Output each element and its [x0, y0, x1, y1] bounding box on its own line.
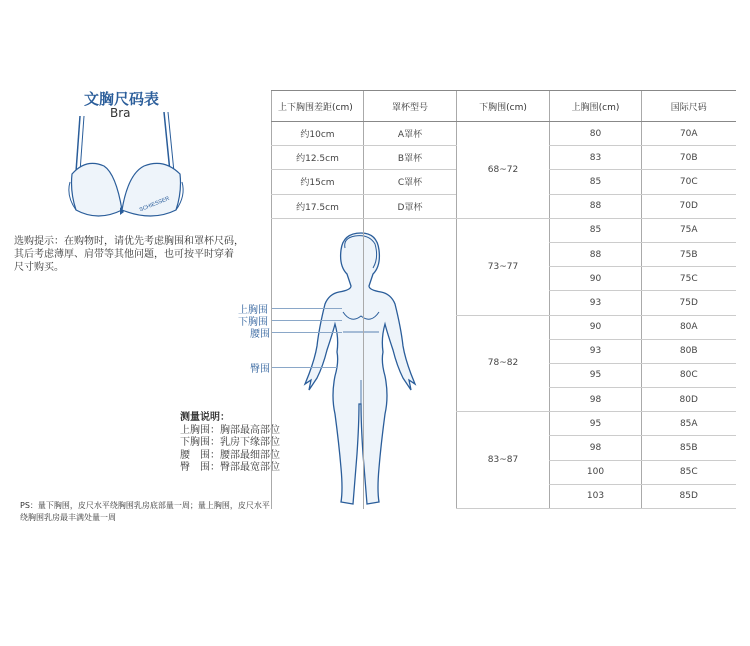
table-cell: 78~82 — [457, 315, 550, 412]
table-cell: C罩杯 — [364, 170, 457, 194]
table-cell: 98 — [550, 388, 642, 412]
table-cell — [364, 242, 457, 266]
under-bust-label: 下胸围 — [238, 317, 268, 328]
table-cell: 88 — [550, 194, 642, 218]
table-cell — [272, 436, 364, 460]
table-cell: 80D — [642, 388, 736, 412]
table-cell — [364, 484, 457, 508]
table-cell: 70A — [642, 122, 736, 146]
table-cell: 约15cm — [272, 170, 364, 194]
upper-bust-label: 上胸围 — [238, 305, 268, 316]
table-cell — [272, 291, 364, 315]
table-cell: 83 — [550, 146, 642, 170]
table-cell: 85B — [642, 436, 736, 460]
table-cell — [272, 484, 364, 508]
measurement-line: 下胸围：乳房下缘部位 — [180, 437, 280, 448]
shopping-tips — [14, 235, 254, 274]
table-cell: 93 — [550, 291, 642, 315]
table-cell — [364, 363, 457, 387]
bra-brand-label: SCHIESSER — [138, 195, 171, 214]
table-cell: 85 — [550, 170, 642, 194]
table-row — [272, 122, 736, 146]
waist-label: 腰围 — [250, 329, 270, 340]
table-cell — [364, 218, 457, 242]
table-cell — [272, 460, 364, 484]
table-cell: 80A — [642, 315, 736, 339]
measurement-line: 上胸围：胸部最高部位 — [180, 424, 280, 436]
header-cell: 下胸围(cm) — [457, 91, 550, 122]
measurement-heading: 测量说明： — [180, 412, 230, 423]
table-header-row — [272, 91, 736, 122]
tip-line: 尺寸购买。 — [14, 262, 64, 273]
table-cell: 103 — [550, 484, 642, 508]
hip-label: 臀围 — [250, 364, 270, 375]
table-cell: 85 — [550, 218, 642, 242]
table-cell: B罩杯 — [364, 146, 457, 170]
header-cell: 上胸围(cm) — [550, 91, 642, 122]
table-cell: 70C — [642, 170, 736, 194]
bra-illustration — [68, 112, 188, 222]
table-cell: 85C — [642, 460, 736, 484]
table-cell — [364, 436, 457, 460]
table-cell: A罩杯 — [364, 122, 457, 146]
table-cell — [272, 315, 364, 339]
table-row — [272, 218, 736, 242]
table-cell: 88 — [550, 242, 642, 266]
size-table — [271, 90, 736, 509]
table-cell: 100 — [550, 460, 642, 484]
table-cell — [364, 291, 457, 315]
table-cell — [364, 339, 457, 363]
table-cell: 约12.5cm — [272, 146, 364, 170]
table-cell: 85A — [642, 412, 736, 436]
header-cell: 上下胸围差距(cm) — [272, 91, 364, 122]
table-cell: 68~72 — [457, 122, 550, 219]
table-cell — [272, 242, 364, 266]
table-cell: 95 — [550, 363, 642, 387]
tip-line: 其后考虑薄厚、肩带等其他问题，也可按平时穿着 — [14, 249, 234, 260]
table-cell: 80B — [642, 339, 736, 363]
table-cell: 90 — [550, 267, 642, 291]
table-cell — [272, 339, 364, 363]
table-cell: 80C — [642, 363, 736, 387]
table-cell — [364, 412, 457, 436]
table-cell: 75B — [642, 242, 736, 266]
table-cell: 85D — [642, 484, 736, 508]
measurement-notes — [180, 412, 280, 475]
table-cell: 75C — [642, 267, 736, 291]
table-cell: 90 — [550, 315, 642, 339]
header-cell: 罩杯型号 — [364, 91, 457, 122]
table-cell: 98 — [550, 436, 642, 460]
table-cell: D罩杯 — [364, 194, 457, 218]
ps-line: 绕胸围乳房最丰满处量一周 — [20, 513, 116, 522]
tip-line: 选购提示：在购物时，请优先考虑胸围和罩杯尺码， — [14, 236, 244, 247]
ps-line: PS：量下胸围，皮尺水平绕胸围乳房底部量一周；量上胸围，皮尺水平 — [20, 501, 270, 510]
header-cell: 国际尺码 — [642, 91, 736, 122]
table-cell — [272, 363, 364, 387]
measurement-line: 臀 围：臀部最宽部位 — [180, 462, 280, 473]
ps-note — [20, 500, 270, 524]
table-cell: 70D — [642, 194, 736, 218]
table-cell — [364, 267, 457, 291]
table-cell: 73~77 — [457, 218, 550, 315]
table-cell: 83~87 — [457, 412, 550, 509]
table-cell: 80 — [550, 122, 642, 146]
table-cell — [272, 218, 364, 242]
table-cell: 75D — [642, 291, 736, 315]
table-cell: 95 — [550, 412, 642, 436]
table-cell — [272, 412, 364, 436]
table-cell — [272, 267, 364, 291]
table-cell — [364, 388, 457, 412]
page-subtitle: Bra — [110, 106, 131, 120]
table-row — [272, 412, 736, 436]
table-cell — [364, 315, 457, 339]
table-cell — [364, 460, 457, 484]
page-title: 文胸尺码表 — [84, 90, 160, 108]
table-cell: 75A — [642, 218, 736, 242]
table-cell — [272, 388, 364, 412]
table-row — [272, 315, 736, 339]
table-cell: 约17.5cm — [272, 194, 364, 218]
table-cell: 约10cm — [272, 122, 364, 146]
measurement-line: 腰 围：腰部最细部位 — [180, 449, 280, 461]
table-cell: 93 — [550, 339, 642, 363]
table-cell: 70B — [642, 146, 736, 170]
